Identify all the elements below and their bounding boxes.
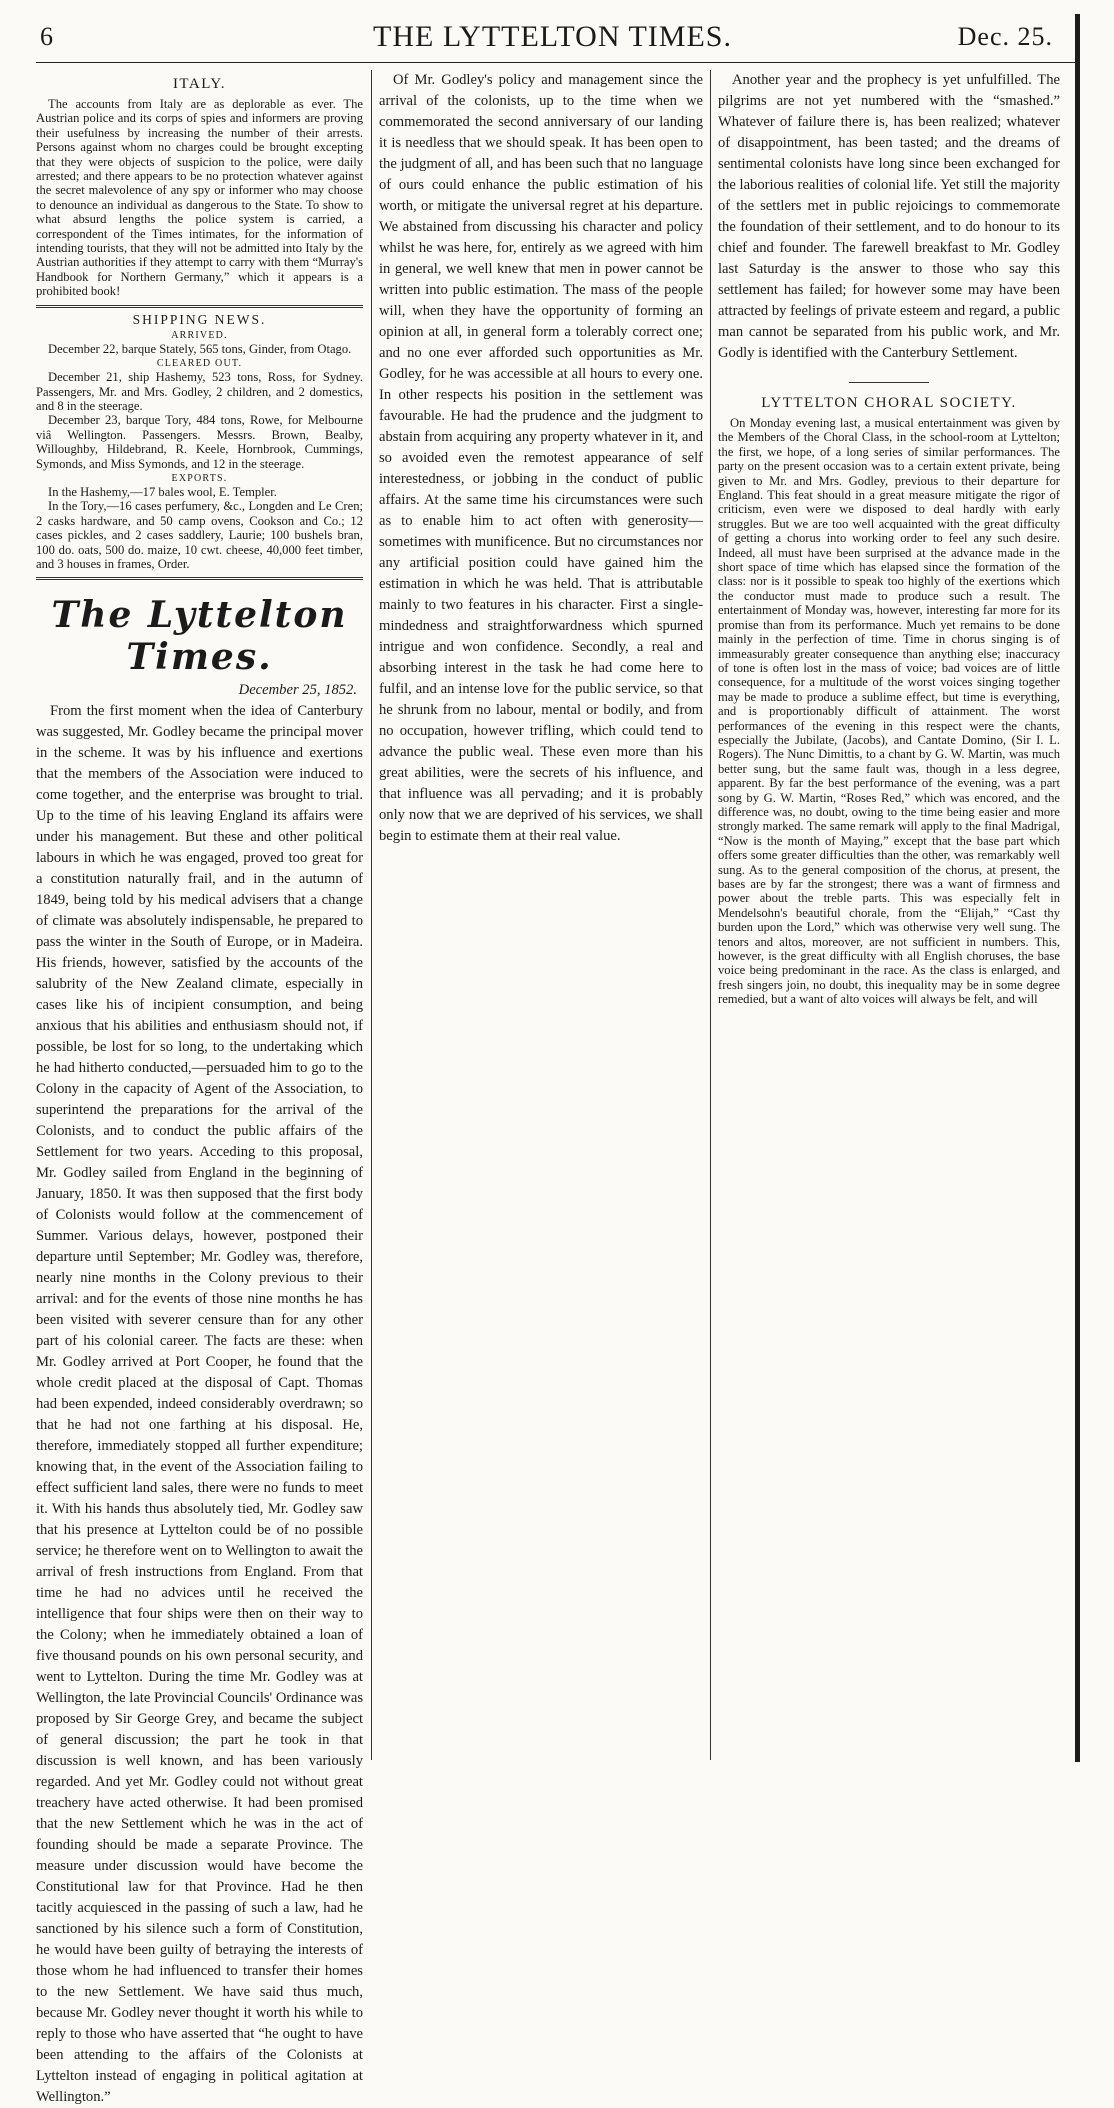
section-rule: [849, 382, 929, 383]
column-divider: [710, 70, 711, 1760]
newspaper-page: [30, 18, 1075, 2106]
column-2: [379, 70, 703, 1765]
cleared-item: December 23, barque Tory, 484 tons, Rowe, for Melbourne viâ Wellington. Passengers. Messrs. Brown, Bealby, Willoughby, Hildebrand, R. Keele, Hornbrook, Cummings, Symonds, and Miss Symonds, and 12 in the steerage.: [36, 413, 363, 471]
italy-article: The accounts from Italy are as deplorable as ever. The Austrian police and its corps of spies and informers are proving their usefulness by increasing the number of their arrests. Persons against whom no charges could be brought excepting that they were objects of suspicion to the police, were daily arrested; and there appears to be no protection whatever against the secret malevolence of any spy or informer who may choose to denounce an individual as dangerous to the State. To show to what absurd lengths the police system is carried, a correspondent of the Times intimates, for the information of intending tourists, that they will not be admitted into Italy by the Austrian authorities if they attempt to carry with them “Murray's Handbook for Northern Germany,” which it appears is a prohibited book!: [36, 97, 363, 299]
arrived-label: ARRIVED.: [171, 329, 228, 341]
section-rule: [36, 577, 363, 580]
newspaper-title: THE LYTTELTON TIMES.: [373, 20, 732, 53]
export-item: In the Tory,—16 cases perfumery, &c., Longden and Le Cren; 2 casks hardware, and 50 camp ovens, Cookson and Co.; 12 cases pickles, and 2 cases saddlery, Laurie; 100 bushels bran, 100 do. oats, 500 do. maize, 10 cwt. cheese, 40,000 feet timber, and 3 houses in frames, Order.: [36, 499, 363, 571]
italy-heading: ITALY.: [172, 76, 227, 92]
arrived-item: December 22, barque Stately, 565 tons, Ginder, from Otago.: [48, 341, 352, 356]
page-number: 6: [40, 22, 53, 51]
editorial-paragraph-3: Another year and the prophecy is yet unfulfilled. The pilgrims are not yet numbered with the “smashed.” Whatever of failure there is, has been realized; whatever of disappointment, has been tasted; and the dreams of sentimental colonists have long since been exchanged for the laborious realities of colonial life. Yet still the majority of the settlers met in public rejoicings to commemorate the foundation of their settlement, and to do honour to its chief and founder. The farewell breakfast to Mr. Godley last Saturday is the answer to those who say this settlement has failed; for however some may have been attracted by feelings of private esteem and regard, a public man cannot be separated from his public work, and Mr. Godly is identified with the Canterbury Settlement.: [718, 72, 1060, 361]
choral-article: On Monday evening last, a musical entertainment was given by the Members of the Choral Class, in the school-room at Lyttelton; the first, we hope, of a long series of similar performances. The party on the present occasion was to a certain extent private, being given to Mr. and Mrs. Godley, previous to their departure for England. This feat should in a great measure mitigate the rigor of criticism, even were we disposed to deal hardly with early struggles. But we are too well acquainted with the great difficulty of getting a chorus into working order to feel any such desire. Indeed, all must have been surprised at the advance made in the short space of time which has elapsed since the formation of the class: nor is it possible to speak too highly of the exertions which the conductor must made to produce such a result. The entertainment of Monday was, however, interesting far more for its promise than from its performance. Much yet remains to be done mainly in the perfection of time. Time in chorus singing is of immeasurably greater consequence than anything else; inaccuracy of tone is often lost in the mass of voice; bad voices are of little consequence, for a multitude of the worst voices singing together may be made to produce a sublime effect, but time is everything, and is proportionably difficult of attainment. The worst performances of the evening in this respect were the chants, especially the Jubilate, (Jacobs), and Cantate Domino, (Sir I. L. Rogers). The Nunc Dimittis, to a chant by G. W. Martin, was much better sung, but the same fault was, though in a less degree, apparent. By far the best performance of the evening, was a part song by G. W. Martin, “Roses Red,” which was encored, and the difference was, no doubt, owing to the time being easier and more strongly marked. The same remark will apply to the final Madrigal, “Now is the month of Maying,” except that the base part which offers some greater difficulties than the other, was remarkably well sung. As to the general composition of the chorus, at present, the bases are by far the strongest; there was a want of firmness and power about the treble parts. This was especially felt in Mendelsohn's beautiful chorale, from the “Elijah,” “Cast thy burden upon the Lord,” which was otherwise very well sung. The tenors and altos, moreover, are not sufficient in numbers. This, however, is the great difficulty with all English choruses, the base voice being predominant in the race. As the class is enlarged, and fresh singers join, no doubt, this inequality may be in some degree remedied, but a want of alto voices will always be felt, and will: [718, 416, 1060, 1007]
exports-label: EXPORTS.: [171, 472, 228, 484]
page-edge-bar: [1075, 14, 1080, 1762]
section-rule: [36, 305, 363, 308]
cleared-label: CLEARED OUT.: [156, 358, 243, 370]
column-3: [718, 70, 1060, 1765]
issue-date: Dec. 25.: [957, 22, 1053, 51]
export-item: In the Hashemy,—17 bales wool, E. Templer.: [48, 484, 277, 499]
masthead: [30, 18, 1075, 60]
editorial-dateline: December 25, 1852.: [238, 682, 357, 699]
column-divider: [371, 70, 372, 1760]
shipping-heading: SHIPPING NEWS.: [132, 311, 267, 327]
editorial-nameplate: The Lyttelton Times.: [51, 594, 348, 679]
editorial-paragraph-1: From the first moment when the idea of Canterbury was suggested, Mr. Godley became the principal mover in the scheme. It was by his influence and exertions that the members of the Association were induced to come together, and the enterprise was brought to trial. Up to the time of his leaving England its affairs were under his management. But these and other political labours in which he was engaged, proved too great for a constitution naturally frail, and in the autumn of 1849, being told by his medical advisers that a change of climate was absolutely indispensable, he prepared to pass the winter in the South of Europe, or in Madeira. His friends, however, satisfied by the accounts of the salubrity of the New Zealand climate, especially in cases like his of incipient consumption, and being anxious that his abilities and enthusiasm should not, if possible, be lost for so long, to the undertaking which he had hitherto conducted,—persuaded him to go to the Colony in the capacity of Agent of the Association, to superintend the preparations for the arrival of the Colonists, and to conduct the public affairs of the Settlement for two years. Acceding to this proposal, Mr. Godley sailed from England in the beginning of January, 1850. It was then supposed that the first body of Colonists would follow at the commencement of Summer. Various delays, however, postponed their departure until September; Mr. Godley was, therefore, nearly nine months in the Colony previous to their arrival: and for the events of those nine months he has been visited with severer censure than for any other part of his colonial career. The facts are these: when Mr. Godley arrived at Port Cooper, he found that the whole credit placed at the disposal of Capt. Thomas had been expended, indeed considerably overdrawn; so that he had not one farthing at his disposal. He, therefore, immediately stopped all further expenditure; knowing that, in the event of the Association failing to effect sufficient land sales, there were no funds to meet it. With his hands thus absolutely tied, Mr. Godley saw that his presence at Lyttelton could be of no possible service; he therefore went on to Wellington to await the arrival of fresh instructions from England. From that time he had no advices until he received the intelligence that four ships were then on their way to the Colony; when he immediately obtained a loan of five thousand pounds on his own personal security, and went to Lyttelton. During the time Mr. Godley was at Wellington, the late Provincial Councils' Ordinance was proposed by Sir George Grey, and became the subject of general discussion; the part he took in that discussion is well known, and has been variously regarded. And yet Mr. Godley could not without great treachery have acted otherwise. It had been promised that the new Settlement which he was in the act of founding should be made a separate Province. The measure under discussion would have become the Constitutional law for that Province. Had he then tacitly acquiesced in the passing of such a law, had he sanctioned by his silence such a form of Constitution, he would have been guilty of betraying the interests of those whom he had influenced to transfer their homes to the new Settlement. We have said thus much, because Mr. Godley never thought it worth his while to reply to those who have asserted that “he ought to have been attending to the affairs of the Colonists at Lyttelton instead of engaging in political agitation at Wellington.”: [36, 703, 363, 2106]
masthead-rule: [36, 62, 1075, 63]
editorial-paragraph-2: Of Mr. Godley's policy and management since the arrival of the colonists, up to the time when we commemorated the second anniversary of our landing it is needless that we should speak. It has been open to the judgment of all, and has been such that no language of ours could enhance the public estimation of his worth, or mitigate the universal regret at his departure. We abstained from discussing his character and policy whilst he was here, for, entirely as we agreed with him in general, we well knew that men in power cannot be written into public estimation. The mass of the people will, when they have the opportunity of forming an opinion at all, in general form a tolerably correct one; and no one ever afforded such opportunities as Mr. Godley, for he was accessible at all hours to every one. In other respects his position in the settlement was favourable. He had the prudence and the judgment to abstain from acquiring any property whatever in it, and so avoided even the remotest appearance of self interestedness, or jobbing in the conduct of public affairs. At the same time his circumstances were such as to enable him to act often with generosity—sometimes with munificence. But no circumstances nor any artificial position could have gained him the estimation in which he was held. That is attributable mainly to two features in his character. First a single-mindedness and straightforwardness which spurned intrigue and won confidence. Secondly, a real and absorbing interest in the task he had come here to fulfil, and an intense love for the public service, so that he shrunk from no labour, mental or bodily, and from no occupation, however trifling, which could tend to advance the public weal. These even more than his great abilities, were the secrets of his influence, and that influence was all pervading; and it is probably only now that we are deprived of his services, we shall begin to estimate them at their real value.: [379, 72, 703, 844]
column-1: [36, 70, 363, 2106]
cleared-item: December 21, ship Hashemy, 523 tons, Ross, for Sydney. Passengers, Mr. and Mrs. Godley, 2 children, and 2 domestics, and 8 in the steerage.: [36, 370, 363, 413]
choral-heading: LYTTELTON CHORAL SOCIETY.: [761, 395, 1017, 411]
